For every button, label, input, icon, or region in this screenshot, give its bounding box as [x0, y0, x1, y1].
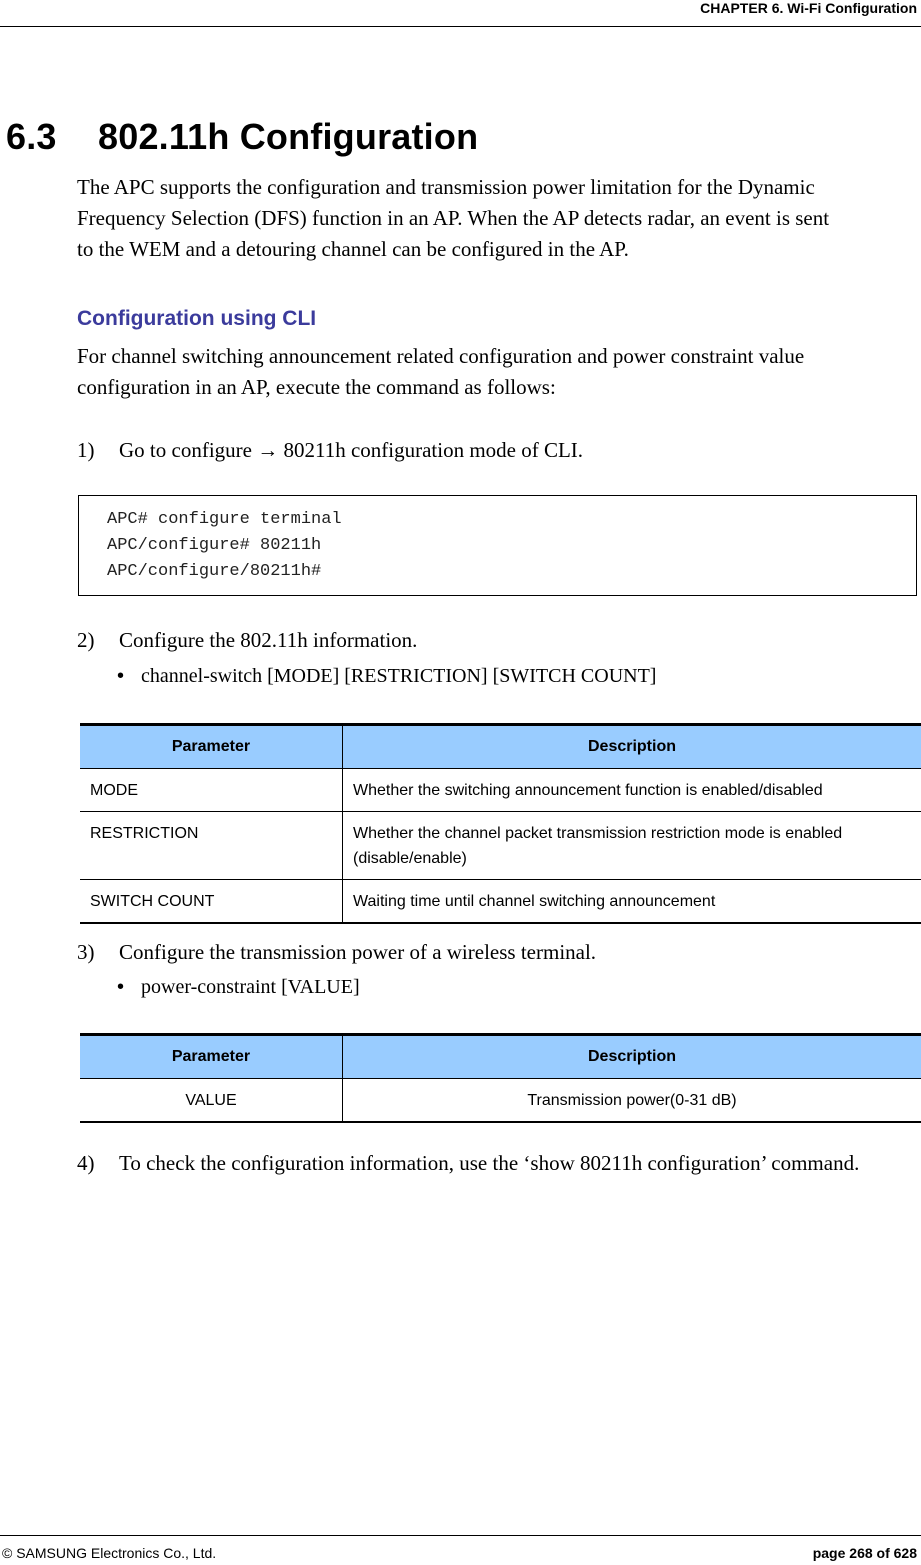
cli-intro-paragraph — [77, 341, 804, 403]
bullet-icon: • — [117, 665, 125, 687]
code-line: APC/configure/80211h# — [107, 562, 322, 581]
intro-line: to the WEM and a detouring channel can be configured in the AP. — [77, 237, 629, 261]
table-header-description: Description — [343, 1035, 921, 1079]
table-header-parameter: Parameter — [80, 1035, 343, 1079]
step-1 — [77, 438, 583, 463]
intro-line: The APC supports the configuration and transmission power limitation for the Dynamic — [77, 175, 815, 199]
table-cell: MODE — [80, 769, 343, 812]
cli-intro-line: configuration in an AP, execute the command as follows: — [77, 375, 556, 399]
step-text: Go to configure — [119, 438, 258, 462]
section-title-text: 802.11h Configuration — [98, 116, 479, 157]
step-3 — [77, 940, 596, 965]
intro-line: Frequency Selection (DFS) function in an AP. When the AP detects radar, an event is sent — [77, 206, 830, 230]
table-cell: VALUE — [80, 1079, 343, 1123]
chapter-header: CHAPTER 6. Wi-Fi Configuration — [700, 0, 917, 16]
table-cell: Whether the channel packet transmission restriction mode is enabled (disable/enable) — [343, 812, 921, 880]
table-cell: RESTRICTION — [80, 812, 343, 880]
table-cell: SWITCH COUNT — [80, 880, 343, 924]
parameter-table-channel-switch — [80, 723, 921, 924]
section-number: 6.3 — [6, 116, 57, 157]
bullet-icon: • — [117, 976, 125, 998]
table-row — [80, 769, 921, 812]
table-header-parameter: Parameter — [80, 725, 343, 769]
cli-intro-line: For channel switching announcement related configuration and power constraint value — [77, 344, 805, 368]
footer-copyright: © SAMSUNG Electronics Co., Ltd. — [2, 1545, 217, 1561]
bullet-channel-switch — [117, 665, 656, 688]
table-cell: Whether the switching announcement function is enabled/disabled — [343, 769, 921, 812]
code-block — [78, 495, 917, 596]
bullet-power-constraint — [117, 976, 360, 999]
step-text: To check the configuration information, use the ‘show 80211h configuration’ command. — [119, 1151, 860, 1175]
subsection-title: Configuration using CLI — [77, 307, 317, 330]
footer-page-number: page 268 of 628 — [812, 1545, 917, 1561]
footer-rule — [0, 1535, 921, 1536]
header-rule — [0, 26, 921, 27]
table-row — [80, 812, 921, 880]
bullet-text: power-constraint [VALUE] — [141, 976, 360, 998]
parameter-table-power-constraint — [80, 1033, 921, 1123]
code-line: APC/configure# 80211h — [107, 536, 322, 555]
step-number: 1) — [77, 438, 95, 462]
table-row — [80, 880, 921, 924]
step-2 — [77, 628, 417, 653]
section-title — [6, 116, 478, 158]
step-text: Configure the 802.11h information. — [119, 628, 418, 652]
step-number: 2) — [77, 628, 95, 652]
step-number: 4) — [77, 1151, 95, 1175]
intro-paragraph — [77, 172, 829, 265]
table-cell: Transmission power(0-31 dB) — [343, 1079, 921, 1123]
table-cell: Waiting time until channel switching announcement — [343, 880, 921, 924]
arrow-icon: → — [257, 439, 279, 462]
step-text: 80211h configuration mode of CLI. — [278, 438, 584, 462]
step-text: Configure the transmission power of a wireless terminal. — [119, 940, 597, 964]
step-4 — [77, 1151, 859, 1176]
step-number: 3) — [77, 940, 95, 964]
code-line: APC# configure terminal — [107, 510, 342, 529]
table-row — [80, 1079, 921, 1123]
table-header-description: Description — [343, 725, 921, 769]
bullet-text: channel-switch [MODE] [RESTRICTION] [SWITCH COUNT] — [141, 665, 657, 687]
